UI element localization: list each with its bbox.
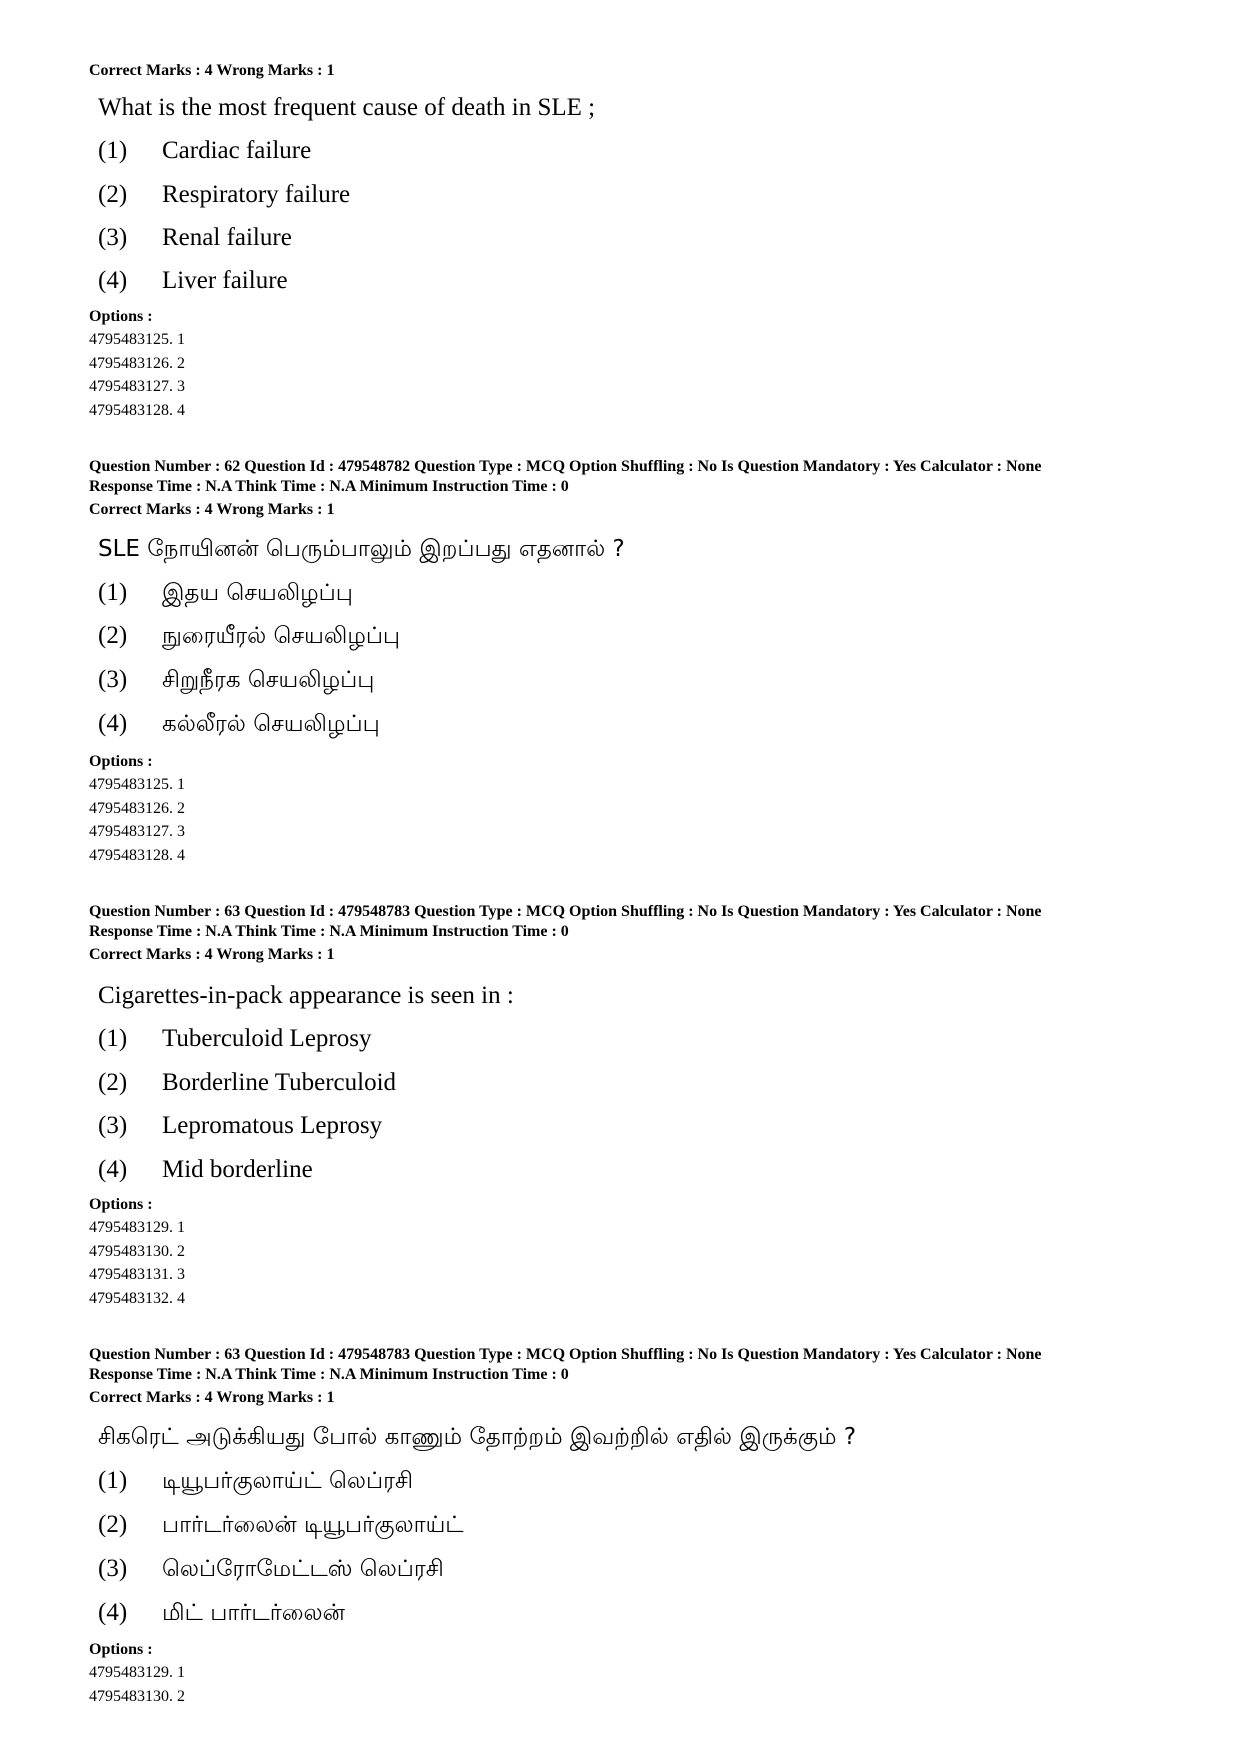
option-id: 4795483129. 1 [89,1219,185,1236]
question-text: Cigarettes-in-pack appearance is seen in : [98,982,514,1009]
question-header: Question Number : 63 Question Id : 479548783 Question Type : MCQ Option Shuffling : No Is Question Mandatory : Yes Calculator : None [89,903,1042,920]
option-text: இதய செயலிழப்பு [162,580,353,606]
option-text: Renal failure [162,224,292,251]
option-text: Cardiac failure [162,137,312,164]
question-header: Question Number : 63 Question Id : 479548783 Question Type : MCQ Option Shuffling : No Is Question Mandatory : Yes Calculator : None [89,1346,1042,1363]
option-id: 4795483127. 3 [89,378,185,395]
option-number: (4) [98,710,128,737]
question-text: What is the most frequent cause of death in SLE ; [98,94,596,121]
option-text: Tuberculoid Leprosy [162,1025,372,1052]
answer-option [98,223,292,253]
option-text: Borderline Tuberculoid [162,1069,397,1096]
option-id: 4795483126. 2 [89,355,185,372]
option-id: 4795483125. 1 [89,331,185,348]
option-number: (2) [98,1511,128,1538]
option-id: 4795483131. 3 [89,1266,185,1283]
options-label: Options : [89,1641,153,1658]
question-text: சிகரெட் அடுக்கியது போல் காணும் தோற்றம் இவற்றில் எதில் இருக்கும் ? [98,1424,857,1450]
option-id: 4795483128. 4 [89,402,185,419]
option-number: (2) [98,622,128,649]
answer-option [98,1024,371,1054]
option-text: டியூபர்குலாய்ட் லெப்ரசி [162,1468,413,1494]
answer-option [98,1598,345,1628]
option-id: 4795483126. 2 [89,800,185,817]
option-number: (4) [98,1156,128,1183]
answer-option [98,1155,313,1185]
question-text: SLE நோயினன் பெரும்பாலும் இறப்பது எதனால் ? [98,536,625,562]
question-timing: Response Time : N.A Think Time : N.A Minimum Instruction Time : 0 [89,923,569,940]
option-number: (3) [98,666,128,693]
option-id: 4795483127. 3 [89,823,185,840]
answer-option [98,266,288,296]
question-timing: Response Time : N.A Think Time : N.A Minimum Instruction Time : 0 [89,478,569,495]
question-header: Question Number : 62 Question Id : 479548782 Question Type : MCQ Option Shuffling : No Is Question Mandatory : Yes Calculator : None [89,458,1042,475]
answer-option [98,621,400,651]
option-text: கல்லீரல் செயலிழப்பு [162,711,380,737]
option-number: (3) [98,1555,128,1582]
answer-option [98,1510,464,1540]
option-number: (1) [98,1025,128,1052]
option-text: மிட் பார்டர்லைன் [162,1600,345,1626]
option-number: (4) [98,1599,128,1626]
answer-option [98,665,374,695]
option-number: (4) [98,267,128,294]
option-id: 4795483125. 1 [89,776,185,793]
marks-line: Correct Marks : 4 Wrong Marks : 1 [89,62,335,79]
option-text: லெப்ரோமேட்டஸ் லெப்ரசி [162,1556,444,1582]
option-id: 4795483132. 4 [89,1290,185,1307]
marks-line: Correct Marks : 4 Wrong Marks : 1 [89,946,335,963]
answer-option [98,180,350,210]
answer-option [98,709,380,739]
answer-option [98,578,353,608]
option-number: (1) [98,1467,128,1494]
option-number: (1) [98,579,128,606]
answer-option [98,1068,396,1098]
question-timing: Response Time : N.A Think Time : N.A Minimum Instruction Time : 0 [89,1366,569,1383]
option-text: Mid borderline [162,1156,313,1183]
answer-option [98,136,311,166]
option-id: 4795483129. 1 [89,1664,185,1681]
option-text: சிறுநீரக செயலிழப்பு [162,667,375,693]
options-label: Options : [89,1196,153,1213]
option-number: (3) [98,224,128,251]
option-text: பார்டர்லைன் டியூபர்குலாய்ட் [162,1512,464,1538]
option-id: 4795483128. 4 [89,847,185,864]
options-label: Options : [89,753,153,770]
option-text: நுரையீரல் செயலிழப்பு [162,623,401,649]
option-number: (3) [98,1112,128,1139]
option-text: Lepromatous Leprosy [162,1112,383,1139]
option-text: Liver failure [162,267,288,294]
answer-option [98,1554,444,1584]
option-id: 4795483130. 2 [89,1688,185,1705]
answer-option [98,1466,413,1496]
option-id: 4795483130. 2 [89,1243,185,1260]
option-text: Respiratory failure [162,181,351,208]
marks-line: Correct Marks : 4 Wrong Marks : 1 [89,501,335,518]
options-label: Options : [89,308,153,325]
marks-line: Correct Marks : 4 Wrong Marks : 1 [89,1389,335,1406]
answer-option [98,1111,382,1141]
option-number: (2) [98,1069,128,1096]
option-number: (1) [98,137,128,164]
option-number: (2) [98,181,128,208]
